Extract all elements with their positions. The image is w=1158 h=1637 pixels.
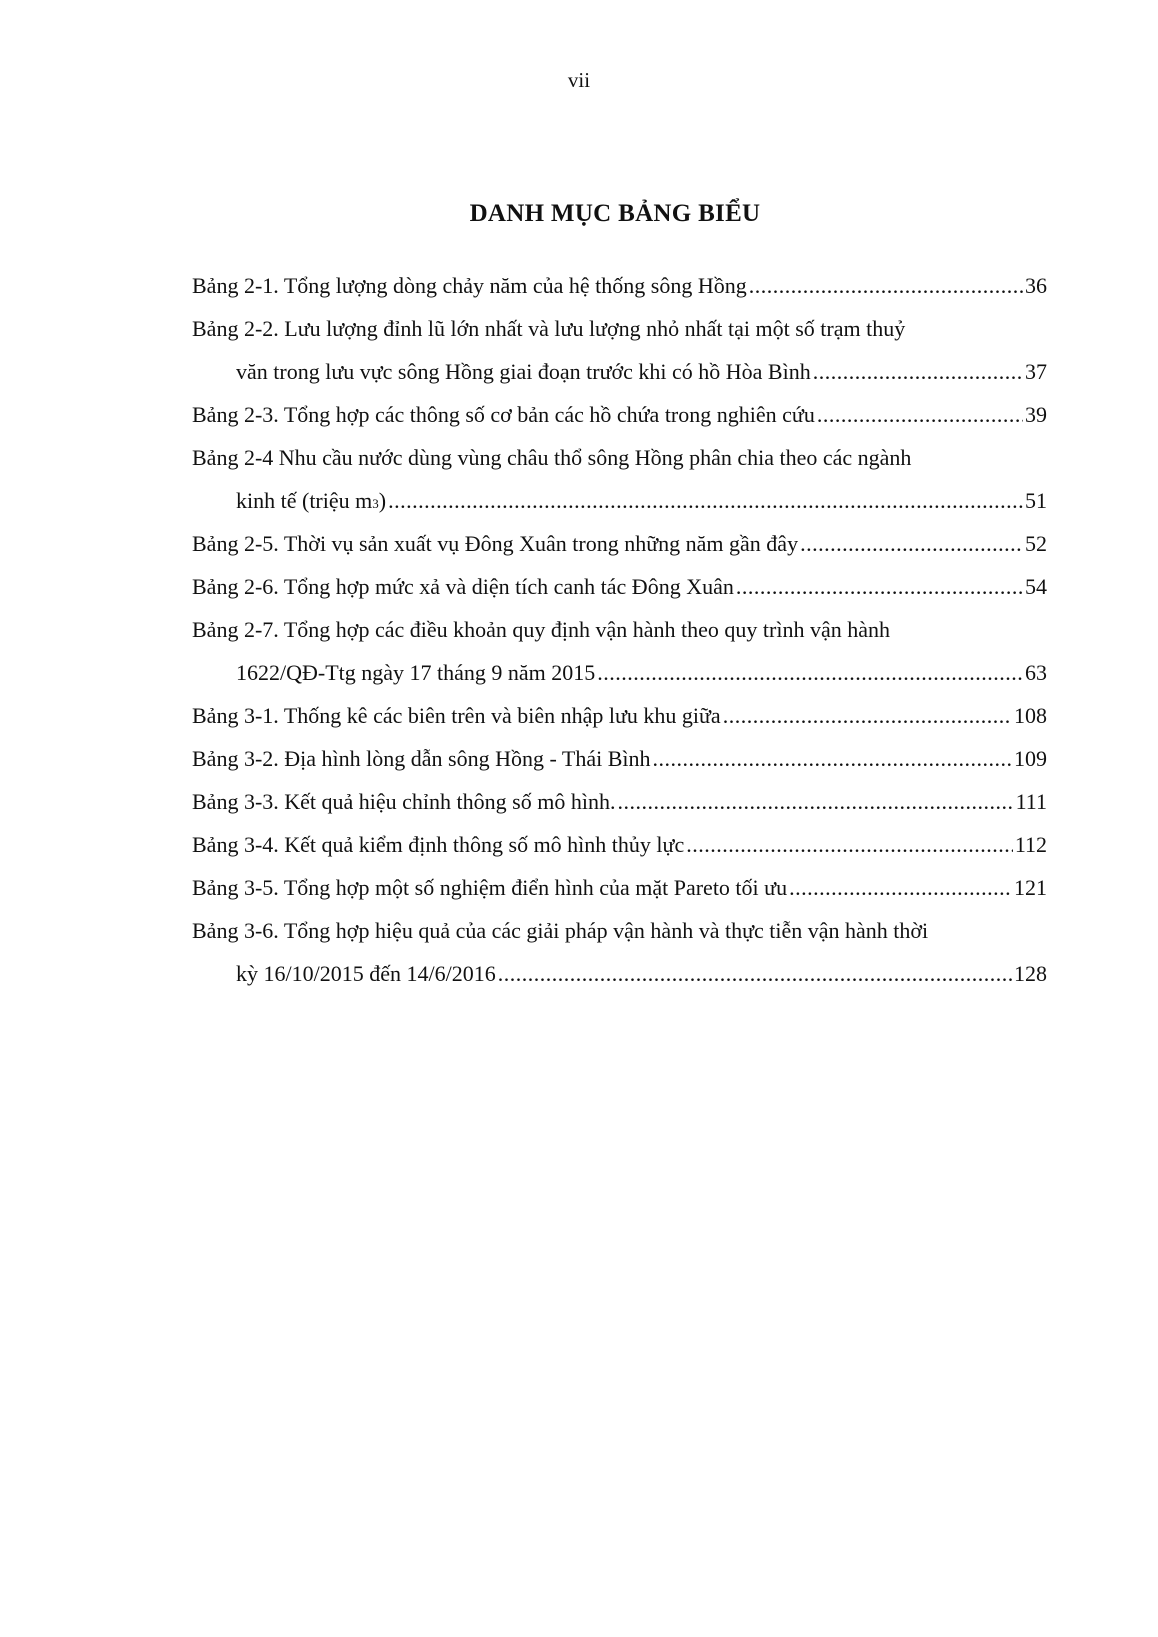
dot-leader xyxy=(736,565,1023,608)
toc-entry[interactable] xyxy=(192,522,1047,565)
toc-entry[interactable] xyxy=(192,608,1047,694)
toc-entry-line xyxy=(192,307,1047,350)
toc-entry-text: văn trong lưu vực sông Hồng giai đoạn trước khi có hồ Hòa Bình xyxy=(236,359,811,384)
toc-entry[interactable] xyxy=(192,866,1047,909)
toc-entry-line xyxy=(192,565,1047,608)
page-title: DANH MỤC BẢNG BIỂU xyxy=(469,200,761,227)
toc-entry-line xyxy=(192,909,1047,952)
toc-entry-text: Bảng 2-4 Nhu cầu nước dùng vùng châu thổ sông Hồng phân chia theo các ngành xyxy=(192,445,912,470)
toc-entry-text: Bảng 2-3. Tổng hợp các thông số cơ bản các hồ chứa trong nghiên cứu xyxy=(192,402,815,427)
dot-leader xyxy=(813,350,1023,393)
toc-entry-line xyxy=(192,866,1047,909)
toc-page-number: 109 xyxy=(1014,746,1047,771)
toc-entry-text: Bảng 3-5. Tổng hợp một số nghiệm điển hình của mặt Pareto tối ưu xyxy=(192,875,788,900)
toc-entry[interactable] xyxy=(192,565,1047,608)
toc-entry-text: Bảng 3-4. Kết quả kiểm định thông số mô hình thủy lực xyxy=(192,832,685,857)
dot-leader xyxy=(686,823,1013,866)
dot-leader xyxy=(817,393,1023,436)
toc-entry-line xyxy=(192,393,1047,436)
toc-entry-text: Bảng 2-1. Tổng lượng dòng chảy năm của hệ thống sông Hồng xyxy=(192,273,747,298)
toc-page-number: 39 xyxy=(1025,402,1047,427)
toc-page-number: 128 xyxy=(1014,961,1047,986)
toc-entry-line xyxy=(192,350,1047,393)
toc-entry-line xyxy=(192,436,1047,479)
toc-page-number: 52 xyxy=(1025,531,1047,556)
toc-entry[interactable] xyxy=(192,737,1047,780)
dot-leader xyxy=(617,780,1013,823)
toc-entry-text: Bảng 2-7. Tổng hợp các điều khoản quy định vận hành theo quy trình vận hành xyxy=(192,617,890,642)
dot-leader xyxy=(597,651,1023,694)
page-number: vii xyxy=(567,68,591,92)
toc-entry-line xyxy=(192,608,1047,651)
toc-page-number: 51 xyxy=(1025,488,1047,513)
toc-entry-text: Bảng 3-3. Kết quả hiệu chỉnh thông số mô hình. xyxy=(192,789,616,814)
toc-page-number: 121 xyxy=(1014,875,1047,900)
toc-entry-text-suffix: ) xyxy=(378,488,387,513)
toc-page-number: 108 xyxy=(1014,703,1047,728)
dot-leader xyxy=(388,479,1023,522)
toc-entry-line: kinh tế (triệu m 3 ) ..... 51 xyxy=(192,479,1047,522)
toc-entry-text: Bảng 2-6. Tổng hợp mức xả và diện tích canh tác Đông Xuân xyxy=(192,574,734,599)
toc-entry-text: Bảng 3-2. Địa hình lòng dẫn sông Hồng - Thái Bình xyxy=(192,746,651,771)
toc-page-number: 63 xyxy=(1025,660,1047,685)
toc-entry[interactable] xyxy=(192,823,1047,866)
dot-leader xyxy=(749,264,1023,307)
toc-entry-text: Bảng 3-1. Thống kê các biên trên và biên nhập lưu khu giữa xyxy=(192,703,721,728)
dot-leader xyxy=(723,694,1012,737)
dot-leader xyxy=(498,952,1012,995)
toc-entry[interactable] xyxy=(192,393,1047,436)
toc-entry-text: Bảng 2-2. Lưu lượng đỉnh lũ lớn nhất và lưu lượng nhỏ nhất tại một số trạm thuỷ xyxy=(192,316,906,341)
toc-page-number: 111 xyxy=(1015,789,1047,814)
toc-entry-text: kỳ 16/10/2015 đến 14/6/2016 xyxy=(236,961,496,986)
toc-entry-line xyxy=(192,694,1047,737)
toc-page-number: 112 xyxy=(1014,832,1047,857)
dot-leader xyxy=(800,522,1023,565)
toc-entry[interactable] xyxy=(192,307,1047,393)
toc-entry-line xyxy=(192,780,1047,823)
toc-entry[interactable] xyxy=(192,780,1047,823)
toc-page-number: 37 xyxy=(1025,359,1047,384)
toc-entry-line xyxy=(192,264,1047,307)
toc-entry-line xyxy=(192,651,1047,694)
toc-entry-text: kinh tế (triệu m xyxy=(236,488,373,513)
toc-entry[interactable] xyxy=(192,694,1047,737)
toc-entry[interactable] xyxy=(192,909,1047,995)
dot-leader xyxy=(789,866,1012,909)
toc-entry-text: Bảng 3-6. Tổng hợp hiệu quả của các giải pháp vận hành và thực tiễn vận hành thời xyxy=(192,918,929,943)
toc-entry-line xyxy=(192,823,1047,866)
toc-entry-text: Bảng 2-5. Thời vụ sản xuất vụ Đông Xuân trong những năm gần đây xyxy=(192,531,799,556)
toc-page-number: 36 xyxy=(1025,273,1047,298)
dot-leader xyxy=(653,737,1013,780)
toc-entry-line xyxy=(192,522,1047,565)
toc-entry[interactable] xyxy=(192,264,1047,307)
toc-entry-line xyxy=(192,737,1047,780)
toc-page-number: 54 xyxy=(1025,574,1047,599)
toc-entry-text: 1622/QĐ-Ttg ngày 17 tháng 9 năm 2015 xyxy=(236,660,596,685)
toc-entry[interactable] xyxy=(192,436,1047,522)
toc-entry-line xyxy=(192,952,1047,995)
table-of-contents xyxy=(192,264,1047,995)
